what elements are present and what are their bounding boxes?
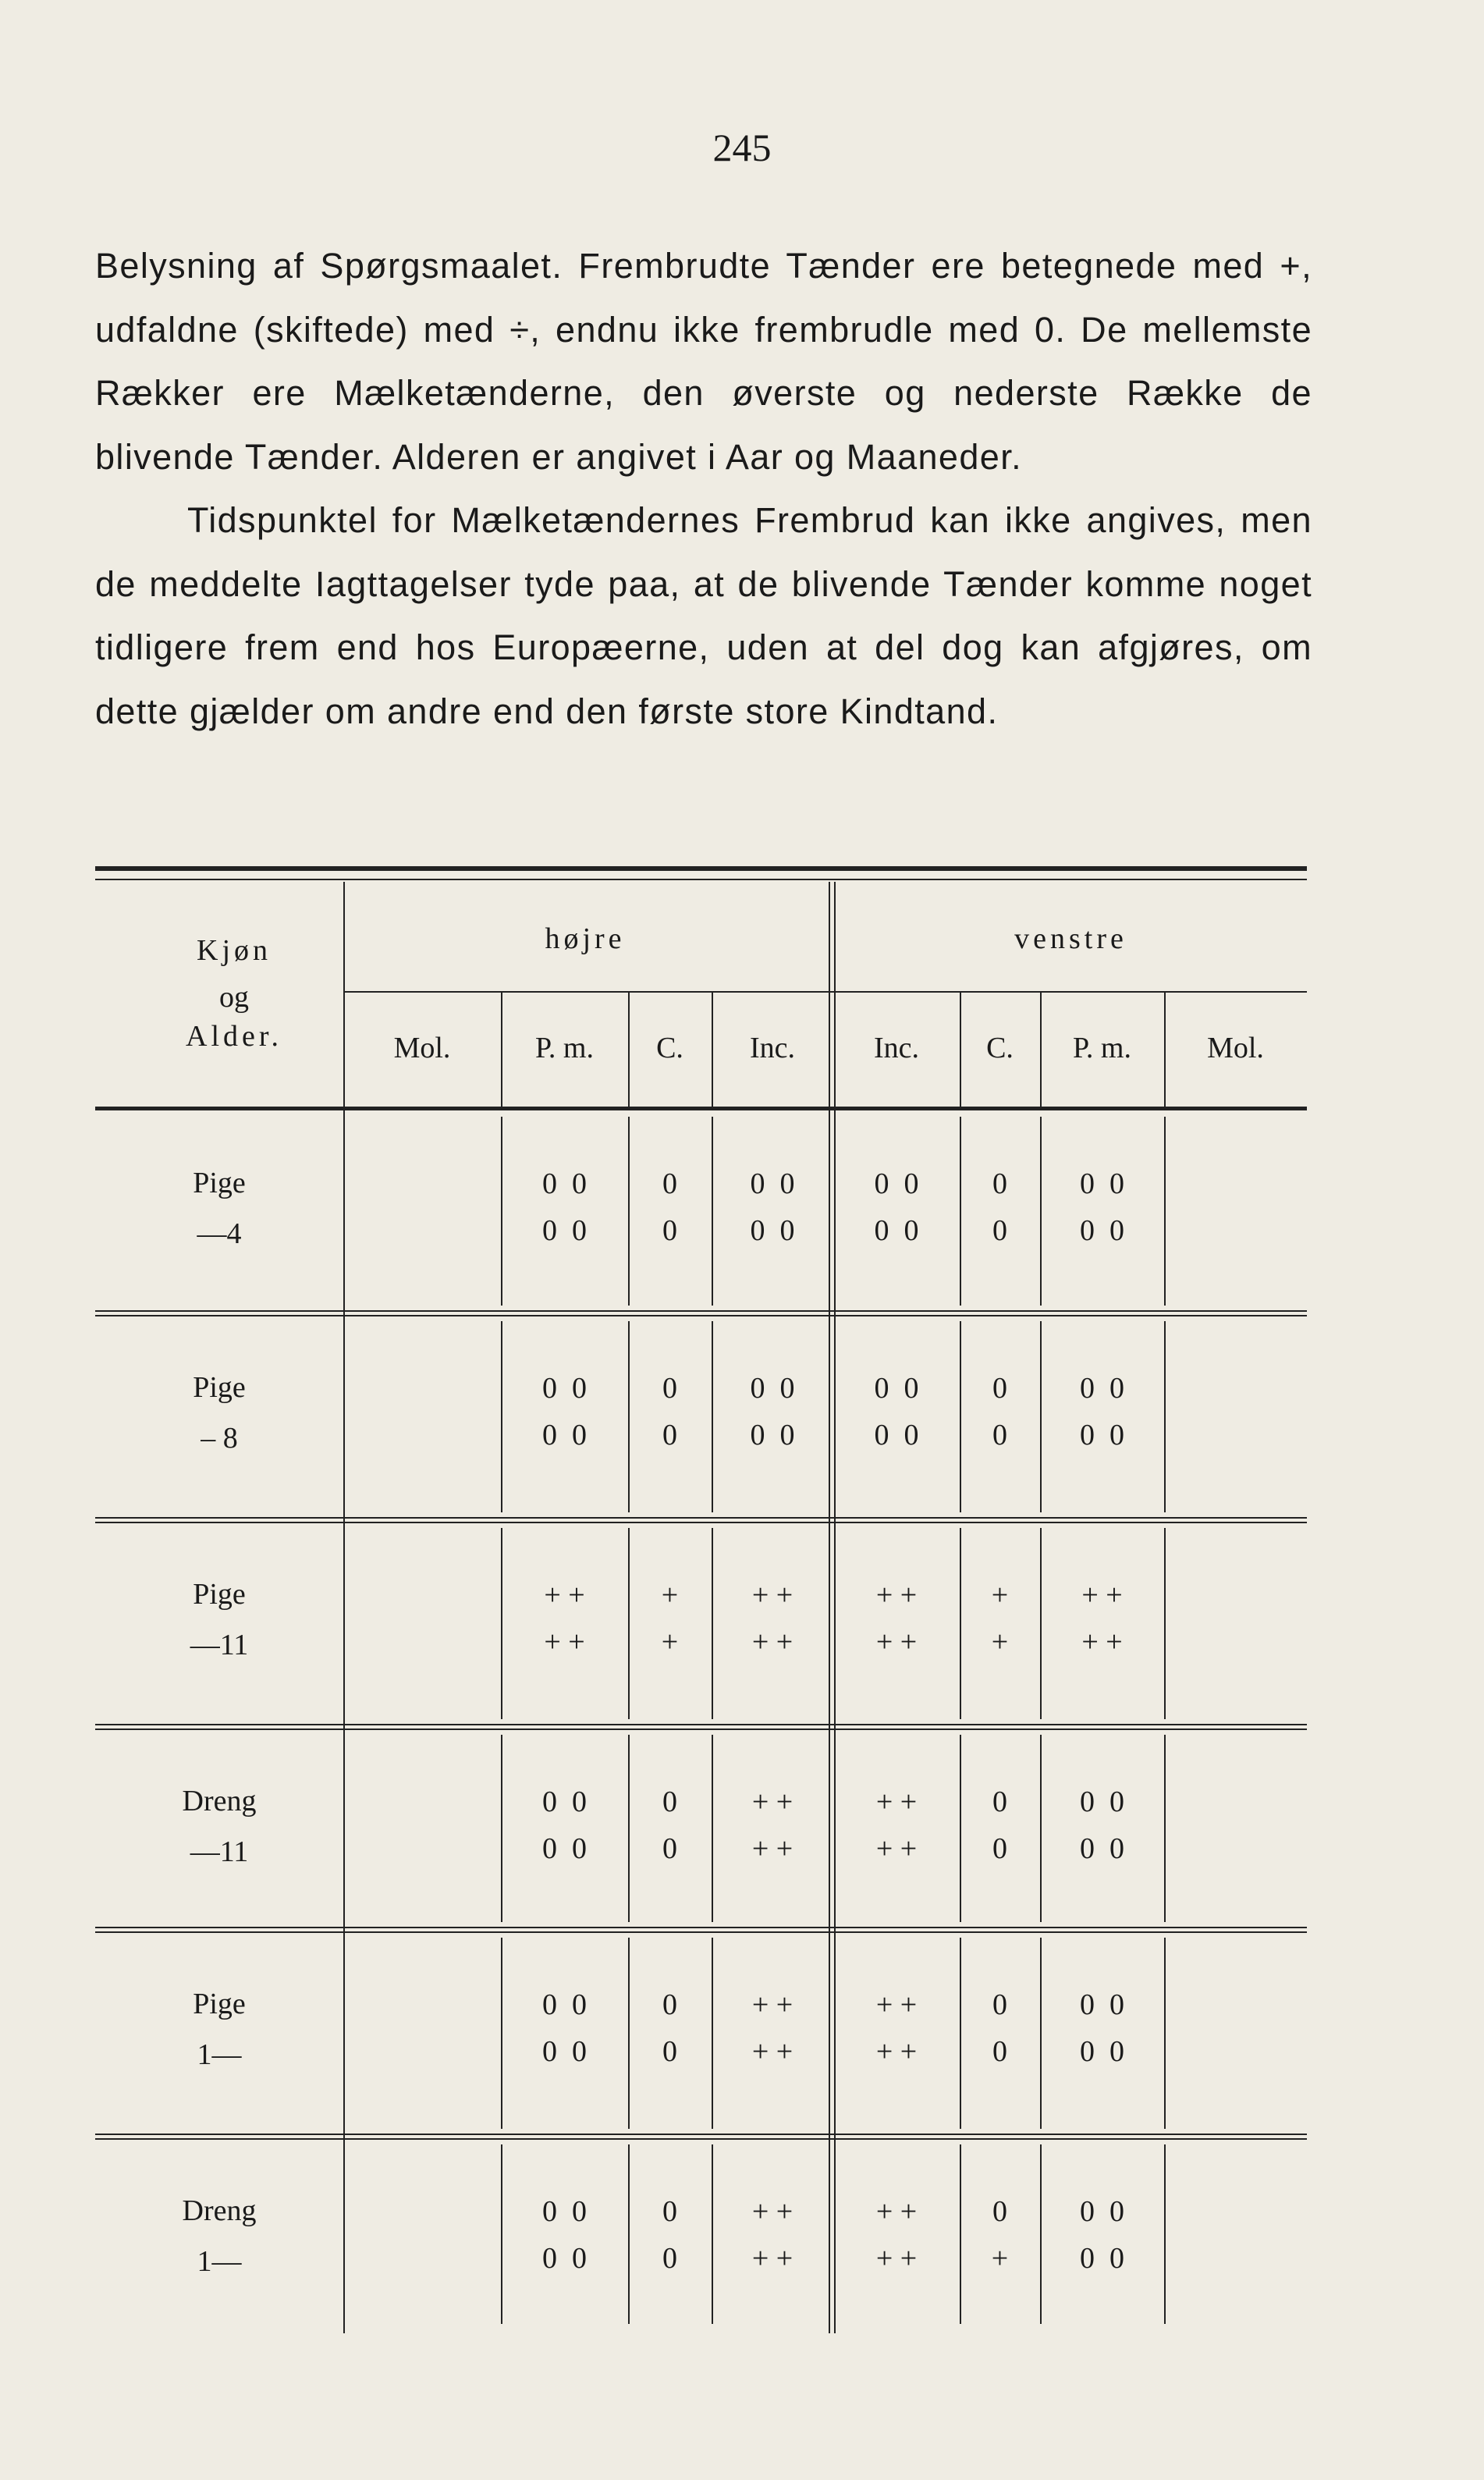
tooth-mark: + + — [544, 1626, 585, 1658]
tooth-mark: 0 0 — [542, 1785, 587, 1818]
row-separator — [95, 1927, 1307, 1928]
column-header: C. — [656, 1032, 683, 1064]
header-venstre: venstre — [1014, 922, 1127, 955]
row-separator — [95, 1724, 1307, 1725]
row-separator — [95, 1517, 1307, 1519]
tooth-mark: 0 0 — [750, 1167, 795, 1200]
tooth-mark: 0 0 — [542, 1832, 587, 1865]
tooth-mark: 0 0 — [1080, 1214, 1124, 1247]
table-top-rule-thin — [95, 879, 1307, 880]
row-sex: Dreng — [182, 2194, 257, 2227]
row-separator — [95, 1522, 1307, 1523]
row-separator — [95, 2138, 1307, 2140]
header-og: og — [219, 981, 249, 1014]
column-header: Inc. — [873, 1032, 920, 1064]
column-header: C. — [986, 1032, 1014, 1064]
intro-paragraph-1: Belysning af Spørgsmaalet. Frembrudte Tænder ere betegnede med +, udfaldne (skiftede) med ÷, endnu ikke frembrudle med 0. De mellemste Rækker ere Mælketænderne, den øverste og nederste Række de blivende Tænder. Alderen er angivet i Aar og Maaneder. — [95, 246, 1312, 477]
page-number: 245 — [712, 126, 772, 169]
row-separator — [95, 2134, 1307, 2135]
tooth-mark: 0 — [662, 1214, 677, 1247]
tooth-mark: 0 — [992, 1372, 1007, 1405]
tooth-mark: 0 — [992, 1419, 1007, 1451]
tooth-mark: + + — [1081, 1579, 1123, 1611]
tooth-mark: + — [661, 1626, 679, 1658]
intro-paragraph-2: Tidspunktel for Mælketændernes Frembrud kan ikke angives, men de meddelte Iagttagelser tyde paa, at de blivende Tænder komme noget tidligere frem end hos Europæerne, uden at del dog kan afgjøres, om dette gjælder om andre end den første store Kindtand. — [95, 500, 1312, 731]
tooth-mark: + + — [751, 1579, 793, 1611]
tooth-mark: + + — [544, 1579, 585, 1611]
tooth-mark: + + — [751, 2035, 793, 2068]
row-age: 1— — [197, 2245, 242, 2278]
tooth-mark: 0 — [662, 1167, 677, 1200]
table-top-rule — [95, 866, 1307, 871]
row-age: —11 — [190, 1629, 249, 1661]
row-sex: Pige — [193, 1988, 246, 2020]
column-header: P. m. — [535, 1032, 594, 1064]
tooth-mark: + + — [875, 1626, 918, 1658]
tooth-mark: 0 0 — [542, 1214, 587, 1247]
tooth-mark: 0 0 — [1080, 2035, 1124, 2068]
tooth-mark: 0 — [662, 1832, 677, 1865]
header-kjon: Kjøn — [197, 934, 272, 967]
header-bottom-rule — [95, 1107, 1307, 1110]
tooth-mark: 0 0 — [542, 2035, 587, 2068]
tooth-mark: + + — [875, 1579, 918, 1611]
tooth-mark: + + — [751, 1832, 793, 1865]
tooth-mark: + + — [751, 1785, 793, 1818]
row-sex: Dreng — [182, 1785, 257, 1817]
row-age: 1— — [197, 2038, 242, 2071]
tooth-mark: + + — [1081, 1626, 1123, 1658]
tooth-mark: + — [991, 2242, 1009, 2275]
tooth-mark: 0 — [992, 1785, 1007, 1818]
tooth-mark: 0 0 — [1080, 1988, 1124, 2021]
tooth-mark: + + — [875, 2035, 918, 2068]
tooth-mark: 0 0 — [1080, 1372, 1124, 1405]
header-subrule — [343, 991, 1307, 993]
body-col-divider — [1164, 2144, 1166, 2324]
body-col-divider — [1164, 1117, 1166, 1306]
tooth-mark: 0 0 — [1080, 1785, 1124, 1818]
tooth-mark: + + — [875, 2242, 918, 2275]
tooth-mark: 0 0 — [874, 1167, 919, 1200]
tooth-mark: 0 0 — [750, 1419, 795, 1451]
tooth-mark: 0 — [992, 1214, 1007, 1247]
row-sex: Pige — [193, 1578, 246, 1611]
tooth-mark: 0 0 — [542, 1419, 587, 1451]
column-header: Mol. — [1207, 1032, 1264, 1064]
row-separator — [95, 1729, 1307, 1730]
body-col-divider — [1164, 1321, 1166, 1512]
tooth-mark: 0 — [662, 2035, 677, 2068]
tooth-mark: 0 — [992, 1988, 1007, 2021]
tooth-mark: 0 0 — [1080, 2195, 1124, 2228]
tooth-mark: + + — [751, 2242, 793, 2275]
tooth-mark: 0 0 — [1080, 1832, 1124, 1865]
tooth-mark: 0 0 — [1080, 1167, 1124, 1200]
tooth-mark: 0 0 — [750, 1214, 795, 1247]
tooth-mark: 0 — [662, 2242, 677, 2275]
header-hojre: højre — [545, 922, 626, 955]
tooth-mark: 0 0 — [874, 1419, 919, 1451]
tooth-mark: 0 — [662, 1372, 677, 1405]
body-col-divider — [1164, 1735, 1166, 1922]
tooth-mark: 0 0 — [1080, 2242, 1124, 2275]
tooth-mark: + + — [751, 1626, 793, 1658]
kjon-divider — [343, 882, 345, 2333]
tooth-mark: + — [991, 1579, 1009, 1611]
tooth-mark: 0 0 — [542, 1167, 587, 1200]
row-age: – 8 — [201, 1422, 238, 1455]
tooth-mark: + + — [875, 1785, 918, 1818]
tooth-mark: + + — [751, 1988, 793, 2021]
body-col-divider — [1164, 1528, 1166, 1719]
row-sex: Pige — [193, 1167, 246, 1199]
row-age: —11 — [190, 1835, 249, 1868]
row-separator — [95, 1931, 1307, 1933]
tooth-mark: + — [661, 1579, 679, 1611]
body-col-divider — [1164, 1938, 1166, 2129]
column-header: P. m. — [1073, 1032, 1131, 1064]
tooth-mark: 0 — [992, 1832, 1007, 1865]
tooth-mark: 0 0 — [874, 1372, 919, 1405]
tooth-mark: + + — [875, 1832, 918, 1865]
tooth-mark: 0 — [992, 2195, 1007, 2228]
tooth-mark: 0 0 — [1080, 1419, 1124, 1451]
tooth-mark: 0 0 — [750, 1372, 795, 1405]
tooth-mark: 0 — [992, 2035, 1007, 2068]
tooth-mark: + + — [875, 1988, 918, 2021]
tooth-mark: 0 — [992, 1167, 1007, 1200]
tooth-mark: 0 — [662, 1419, 677, 1451]
tooth-mark: 0 0 — [542, 2195, 587, 2228]
tooth-mark: 0 — [662, 2195, 677, 2228]
row-sex: Pige — [193, 1371, 246, 1404]
tooth-mark: 0 0 — [542, 1372, 587, 1405]
column-header: Mol. — [393, 1032, 451, 1064]
tooth-mark: 0 — [662, 1785, 677, 1818]
row-separator — [95, 1310, 1307, 1312]
row-separator — [95, 1315, 1307, 1316]
tooth-mark: + + — [875, 2195, 918, 2228]
tooth-mark: 0 0 — [542, 1988, 587, 2021]
row-age: —4 — [197, 1217, 242, 1250]
tooth-mark: + — [991, 1626, 1009, 1658]
column-header: Inc. — [749, 1032, 796, 1064]
tooth-mark: 0 0 — [542, 2242, 587, 2275]
tooth-mark: 0 0 — [874, 1214, 919, 1247]
tooth-mark: + + — [751, 2195, 793, 2228]
tooth-mark: 0 — [662, 1988, 677, 2021]
header-alder: Alder. — [186, 1020, 282, 1053]
